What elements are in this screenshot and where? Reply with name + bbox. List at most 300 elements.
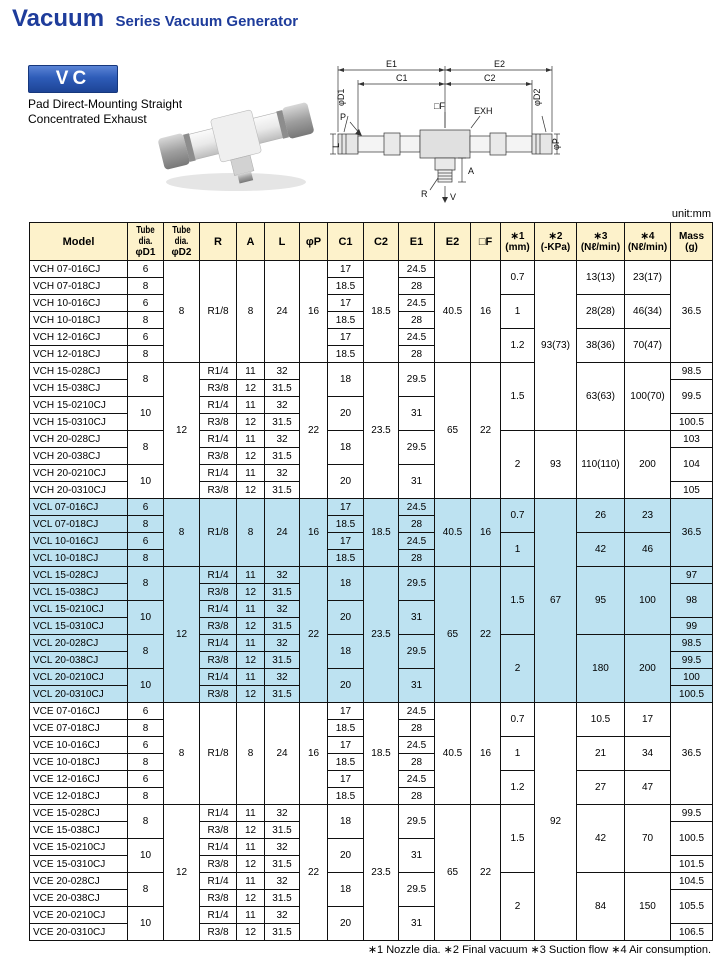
value-cell: 1.5: [501, 567, 535, 635]
value-cell: 100.5: [671, 414, 713, 431]
value-cell: 0.7: [501, 703, 535, 737]
value-cell: 12: [237, 652, 265, 669]
value-cell: 16: [300, 499, 328, 567]
value-cell: 93: [535, 431, 577, 499]
value-cell: 32: [265, 567, 300, 584]
value-cell: 1.5: [501, 805, 535, 873]
model-cell: VCL 07-016CJ: [30, 499, 128, 516]
model-cell: VCE 07-016CJ: [30, 703, 128, 720]
value-cell: R1/4: [200, 907, 237, 924]
value-cell: 28: [399, 312, 435, 329]
value-cell: 31.5: [265, 652, 300, 669]
value-cell: R3/8: [200, 584, 237, 601]
value-cell: 2: [501, 873, 535, 941]
value-cell: R1/4: [200, 805, 237, 822]
value-cell: 23(17): [625, 261, 671, 295]
model-cell: VCH 10-016CJ: [30, 295, 128, 312]
value-cell: 18.5: [328, 788, 364, 805]
value-cell: 17: [328, 771, 364, 788]
value-cell: 99: [671, 618, 713, 635]
value-cell: 6: [128, 703, 164, 720]
value-cell: 31.5: [265, 924, 300, 941]
dim-label-d2: φD2: [532, 88, 542, 106]
value-cell: 32: [265, 669, 300, 686]
value-cell: 31: [399, 907, 435, 941]
value-cell: 10: [128, 397, 164, 431]
table-row: [30, 261, 713, 278]
value-cell: 31.5: [265, 380, 300, 397]
value-cell: 105: [671, 482, 713, 499]
value-cell: 11: [237, 431, 265, 448]
value-cell: 11: [237, 363, 265, 380]
column-header: C2: [364, 223, 399, 261]
value-cell: 11: [237, 465, 265, 482]
model-cell: VCL 10-016CJ: [30, 533, 128, 550]
dim-label-e2: E2: [494, 59, 506, 69]
value-cell: 28: [399, 788, 435, 805]
value-cell: 12: [237, 890, 265, 907]
value-cell: 29.5: [399, 805, 435, 839]
model-cell: VCE 15-0310CJ: [30, 856, 128, 873]
value-cell: 36.5: [671, 261, 713, 363]
value-cell: 180: [577, 635, 625, 703]
value-cell: 46: [625, 533, 671, 567]
value-cell: 21: [577, 737, 625, 771]
value-cell: 8: [128, 346, 164, 363]
value-cell: 6: [128, 533, 164, 550]
series-title: Vacuum: [12, 5, 105, 32]
model-cell: VCH 20-0310CJ: [30, 482, 128, 499]
value-cell: 8: [128, 278, 164, 295]
value-cell: 23.5: [364, 567, 399, 703]
value-cell: 8: [237, 703, 265, 805]
value-cell: 31.5: [265, 448, 300, 465]
value-cell: 12: [164, 805, 200, 941]
value-cell: 32: [265, 397, 300, 414]
value-cell: R3/8: [200, 448, 237, 465]
value-cell: R1/8: [200, 499, 237, 567]
column-header: φP: [300, 223, 328, 261]
value-cell: 63(63): [577, 363, 625, 431]
value-cell: 24.5: [399, 295, 435, 312]
value-cell: 42: [577, 805, 625, 873]
value-cell: 10: [128, 839, 164, 873]
value-cell: R1/4: [200, 397, 237, 414]
model-cell: VCE 15-028CJ: [30, 805, 128, 822]
value-cell: 31.5: [265, 482, 300, 499]
model-cell: VCE 10-018CJ: [30, 754, 128, 771]
spec-table-wrap: [29, 222, 712, 941]
value-cell: 31.5: [265, 414, 300, 431]
value-cell: R1/4: [200, 431, 237, 448]
model-cell: VCL 07-018CJ: [30, 516, 128, 533]
column-header: Tube dia. φD1: [128, 223, 164, 261]
spec-table: [29, 222, 713, 941]
value-cell: 1.2: [501, 771, 535, 805]
value-cell: 38(36): [577, 329, 625, 363]
dim-label-d1: φD1: [336, 88, 346, 106]
value-cell: 8: [164, 703, 200, 805]
value-cell: 28(28): [577, 295, 625, 329]
value-cell: 22: [471, 567, 501, 703]
dim-label-e1: E1: [386, 59, 398, 69]
value-cell: 28: [399, 720, 435, 737]
value-cell: 1: [501, 533, 535, 567]
value-cell: 0.7: [501, 261, 535, 295]
table-row: [30, 567, 713, 584]
value-cell: 12: [237, 856, 265, 873]
series-subtitle: Series Vacuum Generator: [115, 13, 299, 30]
value-cell: R3/8: [200, 380, 237, 397]
value-cell: 17: [625, 703, 671, 737]
value-cell: 47: [625, 771, 671, 805]
value-cell: 18.5: [364, 499, 399, 567]
value-cell: 13(13): [577, 261, 625, 295]
dim-label-pp: φP: [551, 138, 561, 150]
value-cell: 12: [237, 414, 265, 431]
value-cell: 22: [471, 363, 501, 499]
value-cell: 200: [625, 635, 671, 703]
model-cell: VCL 20-0310CJ: [30, 686, 128, 703]
value-cell: 8: [128, 312, 164, 329]
value-cell: 32: [265, 601, 300, 618]
value-cell: 31.5: [265, 618, 300, 635]
value-cell: 12: [164, 567, 200, 703]
series-description-line2: Concentrated Exhaust: [28, 112, 147, 126]
value-cell: 20: [328, 669, 364, 703]
value-cell: 32: [265, 363, 300, 380]
value-cell: 32: [265, 839, 300, 856]
value-cell: 99.5: [671, 805, 713, 822]
value-cell: 8: [128, 550, 164, 567]
value-cell: 26: [577, 499, 625, 533]
value-cell: 12: [164, 363, 200, 499]
value-cell: 8: [237, 261, 265, 363]
value-cell: 16: [300, 703, 328, 805]
model-cell: VCE 07-018CJ: [30, 720, 128, 737]
model-cell: VCE 15-0210CJ: [30, 839, 128, 856]
table-row: [30, 805, 713, 822]
dim-label-a: A: [468, 166, 475, 176]
value-cell: 28: [399, 346, 435, 363]
value-cell: 99.5: [671, 652, 713, 669]
value-cell: 12: [237, 448, 265, 465]
footnotes: ∗1 Nozzle dia. ∗2 Final vacuum ∗3 Suction flow ∗4 Air consumption.: [367, 944, 711, 956]
value-cell: 8: [128, 363, 164, 397]
value-cell: 98: [671, 584, 713, 618]
value-cell: 22: [471, 805, 501, 941]
value-cell: 31.5: [265, 822, 300, 839]
value-cell: 65: [435, 805, 471, 941]
table-row: [30, 363, 713, 380]
value-cell: 104.5: [671, 873, 713, 890]
value-cell: 100: [625, 567, 671, 635]
value-cell: 24: [265, 499, 300, 567]
dim-label-p: P: [340, 112, 347, 122]
value-cell: 8: [128, 431, 164, 465]
value-cell: R3/8: [200, 618, 237, 635]
model-cell: VCH 15-0210CJ: [30, 397, 128, 414]
column-header: A: [237, 223, 265, 261]
model-cell: VCL 15-038CJ: [30, 584, 128, 601]
value-cell: 31.5: [265, 890, 300, 907]
value-cell: R1/4: [200, 635, 237, 652]
value-cell: 2: [501, 635, 535, 703]
value-cell: R3/8: [200, 822, 237, 839]
value-cell: 106.5: [671, 924, 713, 941]
value-cell: 12: [237, 380, 265, 397]
model-cell: VCH 10-018CJ: [30, 312, 128, 329]
value-cell: R1/4: [200, 601, 237, 618]
value-cell: 17: [328, 533, 364, 550]
value-cell: 8: [128, 635, 164, 669]
model-cell: VCH 15-0310CJ: [30, 414, 128, 431]
value-cell: 65: [435, 567, 471, 703]
value-cell: 18.5: [328, 312, 364, 329]
value-cell: 93(73): [535, 261, 577, 431]
model-cell: VCE 20-038CJ: [30, 890, 128, 907]
value-cell: 32: [265, 431, 300, 448]
value-cell: 46(34): [625, 295, 671, 329]
value-cell: 103: [671, 431, 713, 448]
value-cell: 18.5: [328, 550, 364, 567]
column-header: Tube dia. φD2: [164, 223, 200, 261]
value-cell: 10: [128, 465, 164, 499]
model-cell: VCH 07-016CJ: [30, 261, 128, 278]
value-cell: 8: [128, 754, 164, 771]
value-cell: 12: [237, 686, 265, 703]
column-header: E1: [399, 223, 435, 261]
value-cell: 100.5: [671, 686, 713, 703]
value-cell: R3/8: [200, 414, 237, 431]
header-row: [30, 223, 713, 261]
value-cell: 17: [328, 261, 364, 278]
column-header: E2: [435, 223, 471, 261]
value-cell: 23.5: [364, 805, 399, 941]
dim-label-f: □F: [434, 101, 445, 111]
value-cell: R1/8: [200, 703, 237, 805]
value-cell: 18.5: [328, 278, 364, 295]
value-cell: 11: [237, 601, 265, 618]
value-cell: 11: [237, 907, 265, 924]
model-cell: VCL 10-018CJ: [30, 550, 128, 567]
value-cell: 8: [128, 873, 164, 907]
value-cell: 40.5: [435, 261, 471, 363]
value-cell: 29.5: [399, 635, 435, 669]
model-cell: VCH 20-028CJ: [30, 431, 128, 448]
value-cell: 150: [625, 873, 671, 941]
value-cell: 11: [237, 397, 265, 414]
dim-label-v: V: [450, 192, 457, 202]
value-cell: 31.5: [265, 584, 300, 601]
value-cell: 6: [128, 499, 164, 516]
value-cell: 95: [577, 567, 625, 635]
value-cell: 24.5: [399, 499, 435, 516]
value-cell: 20: [328, 839, 364, 873]
value-cell: 105.5: [671, 890, 713, 924]
value-cell: 8: [128, 788, 164, 805]
value-cell: 99.5: [671, 380, 713, 414]
table-row: [30, 703, 713, 720]
value-cell: R1/4: [200, 363, 237, 380]
value-cell: 10: [128, 907, 164, 941]
column-header: ∗1 (mm): [501, 223, 535, 261]
value-cell: 1.5: [501, 363, 535, 431]
value-cell: 6: [128, 329, 164, 346]
dim-label-c2: C2: [484, 73, 496, 83]
value-cell: 24.5: [399, 533, 435, 550]
model-cell: VCL 15-0310CJ: [30, 618, 128, 635]
value-cell: 23.5: [364, 363, 399, 499]
value-cell: 10: [128, 669, 164, 703]
value-cell: 2: [501, 431, 535, 499]
value-cell: 20: [328, 465, 364, 499]
value-cell: 101.5: [671, 856, 713, 873]
value-cell: R1/4: [200, 873, 237, 890]
column-header: Model: [30, 223, 128, 261]
model-cell: VCL 15-0210CJ: [30, 601, 128, 618]
value-cell: R3/8: [200, 686, 237, 703]
value-cell: 16: [471, 261, 501, 363]
value-cell: 97: [671, 567, 713, 584]
model-cell: VCE 20-0310CJ: [30, 924, 128, 941]
column-header: Mass (g): [671, 223, 713, 261]
value-cell: 32: [265, 635, 300, 652]
column-header: R: [200, 223, 237, 261]
model-cell: VCE 20-0210CJ: [30, 907, 128, 924]
value-cell: 70(47): [625, 329, 671, 363]
value-cell: 17: [328, 499, 364, 516]
model-cell: VCL 15-028CJ: [30, 567, 128, 584]
value-cell: 11: [237, 839, 265, 856]
model-cell: VCE 10-016CJ: [30, 737, 128, 754]
value-cell: 18.5: [364, 703, 399, 805]
value-cell: 17: [328, 737, 364, 754]
value-cell: 24: [265, 703, 300, 805]
value-cell: 24.5: [399, 261, 435, 278]
value-cell: 31: [399, 397, 435, 431]
value-cell: 6: [128, 737, 164, 754]
value-cell: 29.5: [399, 567, 435, 601]
value-cell: 11: [237, 805, 265, 822]
value-cell: 18.5: [364, 261, 399, 363]
value-cell: 8: [164, 499, 200, 567]
model-cell: VCE 12-018CJ: [30, 788, 128, 805]
model-cell: VCH 12-016CJ: [30, 329, 128, 346]
value-cell: 11: [237, 635, 265, 652]
value-cell: 32: [265, 805, 300, 822]
value-cell: 29.5: [399, 431, 435, 465]
model-cell: VCH 20-038CJ: [30, 448, 128, 465]
value-cell: 12: [237, 618, 265, 635]
value-cell: 29.5: [399, 873, 435, 907]
column-header: C1: [328, 223, 364, 261]
value-cell: 1: [501, 295, 535, 329]
value-cell: 32: [265, 907, 300, 924]
value-cell: 10: [128, 601, 164, 635]
value-cell: 70: [625, 805, 671, 873]
value-cell: 104: [671, 448, 713, 482]
value-cell: 8: [128, 720, 164, 737]
value-cell: 36.5: [671, 703, 713, 805]
model-cell: VCH 15-028CJ: [30, 363, 128, 380]
value-cell: R3/8: [200, 890, 237, 907]
value-cell: 31: [399, 465, 435, 499]
value-cell: 32: [265, 873, 300, 890]
value-cell: 36.5: [671, 499, 713, 567]
value-cell: 16: [300, 261, 328, 363]
value-cell: 22: [300, 805, 328, 941]
column-header: L: [265, 223, 300, 261]
value-cell: 12: [237, 822, 265, 839]
value-cell: 28: [399, 278, 435, 295]
column-header: ∗3 (Nℓ/min): [577, 223, 625, 261]
value-cell: 28: [399, 550, 435, 567]
model-cell: VCL 20-028CJ: [30, 635, 128, 652]
model-cell: VCH 15-038CJ: [30, 380, 128, 397]
value-cell: R1/4: [200, 839, 237, 856]
value-cell: 100.5: [671, 822, 713, 856]
product-photo: [152, 76, 320, 198]
value-cell: 18.5: [328, 516, 364, 533]
value-cell: R3/8: [200, 482, 237, 499]
value-cell: 8: [164, 261, 200, 363]
value-cell: 18: [328, 431, 364, 465]
value-cell: 40.5: [435, 703, 471, 805]
value-cell: 6: [128, 771, 164, 788]
value-cell: 11: [237, 873, 265, 890]
series-description-line1: Pad Direct-Mounting Straight: [28, 97, 183, 111]
value-cell: 16: [471, 499, 501, 567]
value-cell: 22: [300, 363, 328, 499]
column-header: □F: [471, 223, 501, 261]
value-cell: 12: [237, 924, 265, 941]
value-cell: 100(70): [625, 363, 671, 431]
dim-label-r: R: [421, 189, 428, 199]
value-cell: R1/4: [200, 669, 237, 686]
value-cell: 17: [328, 295, 364, 312]
value-cell: 18: [328, 635, 364, 669]
value-cell: 24.5: [399, 771, 435, 788]
value-cell: 31: [399, 669, 435, 703]
value-cell: 28: [399, 754, 435, 771]
value-cell: 0.7: [501, 499, 535, 533]
value-cell: 6: [128, 295, 164, 312]
value-cell: 31.5: [265, 856, 300, 873]
value-cell: 29.5: [399, 363, 435, 397]
value-cell: 12: [237, 482, 265, 499]
value-cell: 24.5: [399, 329, 435, 346]
value-cell: 11: [237, 567, 265, 584]
value-cell: 12: [237, 584, 265, 601]
spec-table-header: [30, 223, 713, 261]
value-cell: 65: [435, 363, 471, 499]
value-cell: 24.5: [399, 737, 435, 754]
value-cell: 27: [577, 771, 625, 805]
value-cell: 20: [328, 601, 364, 635]
value-cell: 8: [128, 516, 164, 533]
model-cell: VCL 20-0210CJ: [30, 669, 128, 686]
value-cell: 16: [471, 703, 501, 805]
value-cell: 84: [577, 873, 625, 941]
value-cell: R3/8: [200, 856, 237, 873]
value-cell: 100: [671, 669, 713, 686]
value-cell: 18: [328, 567, 364, 601]
value-cell: 34: [625, 737, 671, 771]
column-header: ∗2 (-KPa): [535, 223, 577, 261]
value-cell: 8: [128, 567, 164, 601]
value-cell: 1: [501, 737, 535, 771]
